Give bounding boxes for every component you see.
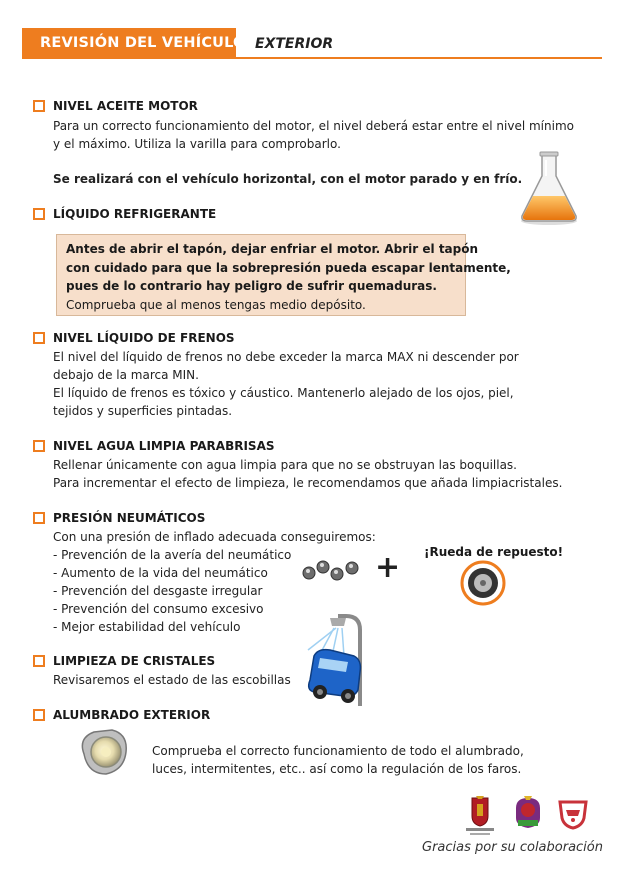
text-alumbrado: Comprueba el correcto funcionamiento de todo el alumbrado, luces, intermitentes, etc.. así como la regulación de los faros. xyxy=(152,744,524,776)
ayuntamiento-logo xyxy=(460,794,500,838)
checkbox-refrigerante[interactable] xyxy=(33,208,45,220)
spare-wheel-icon xyxy=(460,560,506,606)
text-frenos: El nivel del líquido de frenos no debe exceder la marca MAX ni descender por debajo de la marca MIN. El líquido de frenos es tóxico y cáustico. Mantenerlo alejado de los ojos, piel, tejidos y superficies pintadas. xyxy=(53,350,519,418)
plus-sign: + xyxy=(375,550,401,585)
flask-icon xyxy=(516,150,582,226)
heading-cristales: LIMPIEZA DE CRISTALES xyxy=(53,654,216,668)
callout-text: Antes de abrir el tapón, dejar enfriar el motor. Abrir el tapón con cuidado para que la sobrepresión pueda escapar lentamente, pues de lo contrario hay peligro de sufrir quemaduras. Comprueba que al menos tengas medio depósito. xyxy=(66,242,511,312)
heading-frenos: NIVEL LÍQUIDO DE FRENOS xyxy=(53,331,235,345)
checkbox-alumbrado[interactable] xyxy=(33,709,45,721)
valve-caps-icon xyxy=(300,558,362,584)
heading-parabrisas: NIVEL AGUA LIMPIA PARABRISAS xyxy=(53,439,275,453)
thanks-text: Gracias por su colaboración xyxy=(422,840,603,855)
heading-alumbrado: ALUMBRADO EXTERIOR xyxy=(53,708,211,722)
text-aceite: Para un correcto funcionamiento del motor, el nivel deberá estar entre el nivel mínimo y el máximo. Utiliza la varilla para comprobarlo. xyxy=(53,119,574,151)
checkbox-cristales[interactable] xyxy=(33,655,45,667)
text-neumaticos: Con una presión de inflado adecuada conseguiremos: - Prevención de la avería del neumático - Aumento de la vida del neumático - Prevención del desgaste irregular - Prevención del consumo excesivo - Mejor estabilidad del vehículo xyxy=(53,530,376,634)
soria-emblem-icon xyxy=(512,794,544,830)
heading-aceite: NIVEL ACEITE MOTOR xyxy=(53,99,198,113)
text-parabrisas: Rellenar únicamente con agua limpia para que no se obstruyan las boquillas. Para incrementar el efecto de limpieza, le recomendamos que añada limpiacristales. xyxy=(53,458,563,490)
car-wash-icon xyxy=(300,610,378,710)
note-aceite: Se realizará con el vehículo horizontal, con el motor parado y en frío. xyxy=(53,172,523,186)
text-cristales: Revisaremos el estado de las escobillas xyxy=(53,673,291,687)
headlight-icon xyxy=(76,724,132,780)
safety-badge-icon xyxy=(556,796,590,830)
heading-refrigerante: LÍQUIDO REFRIGERANTE xyxy=(53,207,217,221)
checkbox-aceite[interactable] xyxy=(33,100,45,112)
checkbox-neumaticos[interactable] xyxy=(33,512,45,524)
heading-neumaticos: PRESIÓN NEUMÁTICOS xyxy=(53,511,206,525)
spare-wheel-label: ¡Rueda de repuesto! xyxy=(424,545,564,559)
page-title: REVISIÓN DEL VEHÍCULO xyxy=(40,35,246,51)
page-subtitle: EXTERIOR xyxy=(255,36,334,52)
header-underline xyxy=(22,57,602,59)
checkbox-parabrisas[interactable] xyxy=(33,440,45,452)
checkbox-frenos[interactable] xyxy=(33,332,45,344)
